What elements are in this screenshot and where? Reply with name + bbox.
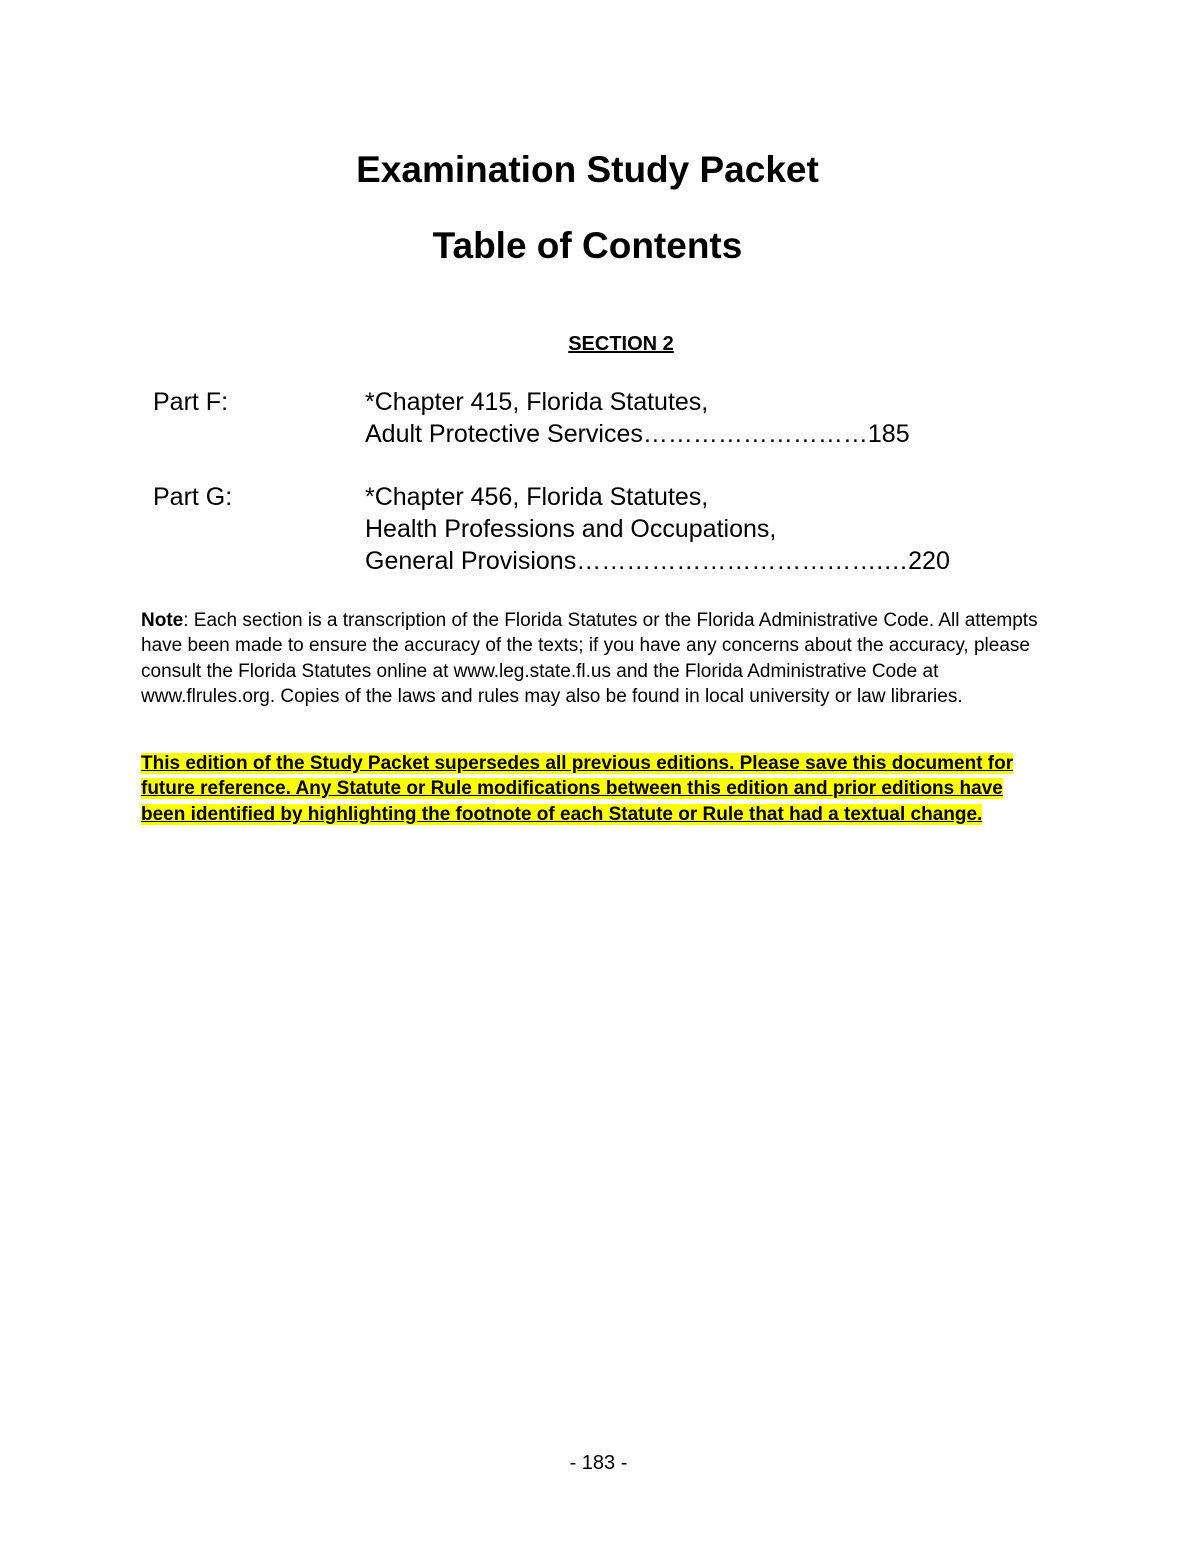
toc-part-label: Part G: xyxy=(153,483,233,511)
edition-notice-text: This edition of the Study Packet supersedes all previous editions. Please save this document for future reference. Any Statute or Rule modifications between this edition and prior editions have been identified by highlighting the footnote of each Statute or Rule that had a textual change. xyxy=(141,753,1014,825)
toc-entry-text xyxy=(365,481,950,577)
edition-notice xyxy=(141,751,1041,827)
toc-line: Adult Protective Services………………………185 xyxy=(365,420,910,448)
toc-line: Health Professions and Occupations, xyxy=(365,515,777,543)
toc-entry-text xyxy=(365,386,910,450)
note-paragraph xyxy=(141,608,1061,710)
toc-line: *Chapter 415, Florida Statutes, xyxy=(365,388,709,416)
page-title: Examination Study Packet xyxy=(356,149,819,190)
toc-line: General Provisions……………………………….…220 xyxy=(365,547,950,575)
toc-part-label: Part F: xyxy=(153,388,229,416)
page-subtitle: Table of Contents xyxy=(432,225,743,266)
note-label: Note xyxy=(141,610,184,631)
section-heading: SECTION 2 xyxy=(568,333,674,355)
page-number: - 183 - xyxy=(569,1452,628,1474)
note-text: : Each section is a transcription of the Florida Statutes or the Florida Administrative Code. All attempts have been made to ensure the accuracy of the texts; if you have any concerns about the accuracy, please consult the Florida Statutes online at www.leg.state.fl.us and the Florida Administrative Code at www.flrules.org. Copies of the laws and rules may also be found in local university or law libraries. xyxy=(141,610,1038,708)
toc-line: *Chapter 456, Florida Statutes, xyxy=(365,483,709,511)
